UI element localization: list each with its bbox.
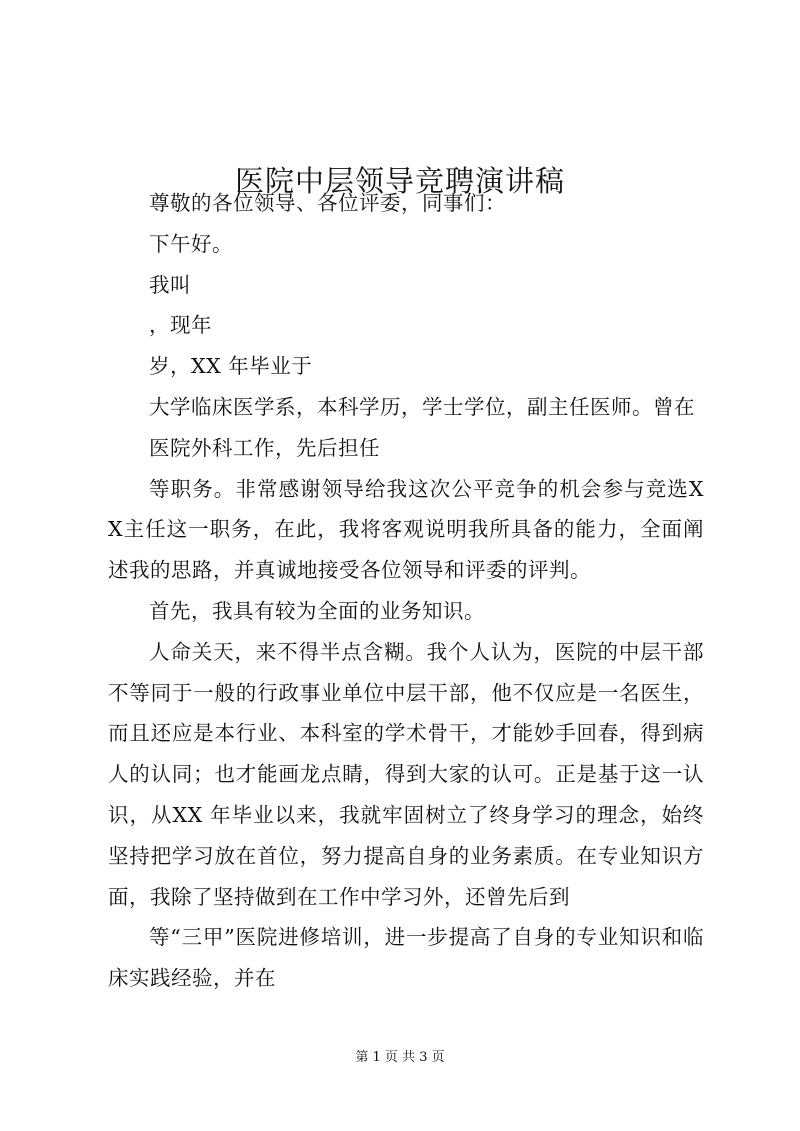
document-body [108,183,704,999]
document-title: 医院中层领导竞聘演讲稿 [234,164,565,199]
paragraph-good-afternoon: 下午好。 [149,231,233,256]
paragraph-greeting: 尊敬的各位领导、各位评委，同事们： [149,191,506,215]
paragraph-first-point: 首先，我具有较为全面的业务知识。 [149,598,485,623]
paragraph-education: 大学临床医学系，本科学历，学士学位，副主任医师。曾在 [149,394,695,419]
paragraph-learning: 人命关天，来不得半点含糊。我个人认为，医院的中层干部不等同于一般的行政事业单位中层干部，他不仅应是一名医生，而且还应是本行业、本科室的学术骨干，才能妙手回春，得到病人的认同；也才能画龙点睛，得到大家的认可。正是基于这一认识，从XX 年毕业以来，我就牢固树立了终身学习的理念，始终坚持把学习放在首位，努力提高自身的业务素质。在专业知识方面，我除了坚持做到在工作中学习外，还曾先后到 [108,639,704,909]
paragraph-graduation: 岁，XX 年毕业于 [149,354,313,379]
paragraph-training: 等“三甲”医院进修培训，进一步提高了自身的专业知识和临床实践经验，并在 [108,925,704,991]
paragraph-name: 我叫 [149,272,191,297]
paragraph-age: ，现年 [149,313,212,338]
page-number-footer: 第 1 页 共 3 页 [355,1050,445,1065]
paragraph-positions: 等职务。非常感谢领导给我这次公平竞争的机会参与竞选XX主任这一职务，在此，我将客观说明我所具备的能力，全面阐述我的思路，并真诚地接受各位领导和评委的评判。 [108,476,704,583]
paragraph-work-history: 医院外科工作，先后担任 [149,435,380,460]
